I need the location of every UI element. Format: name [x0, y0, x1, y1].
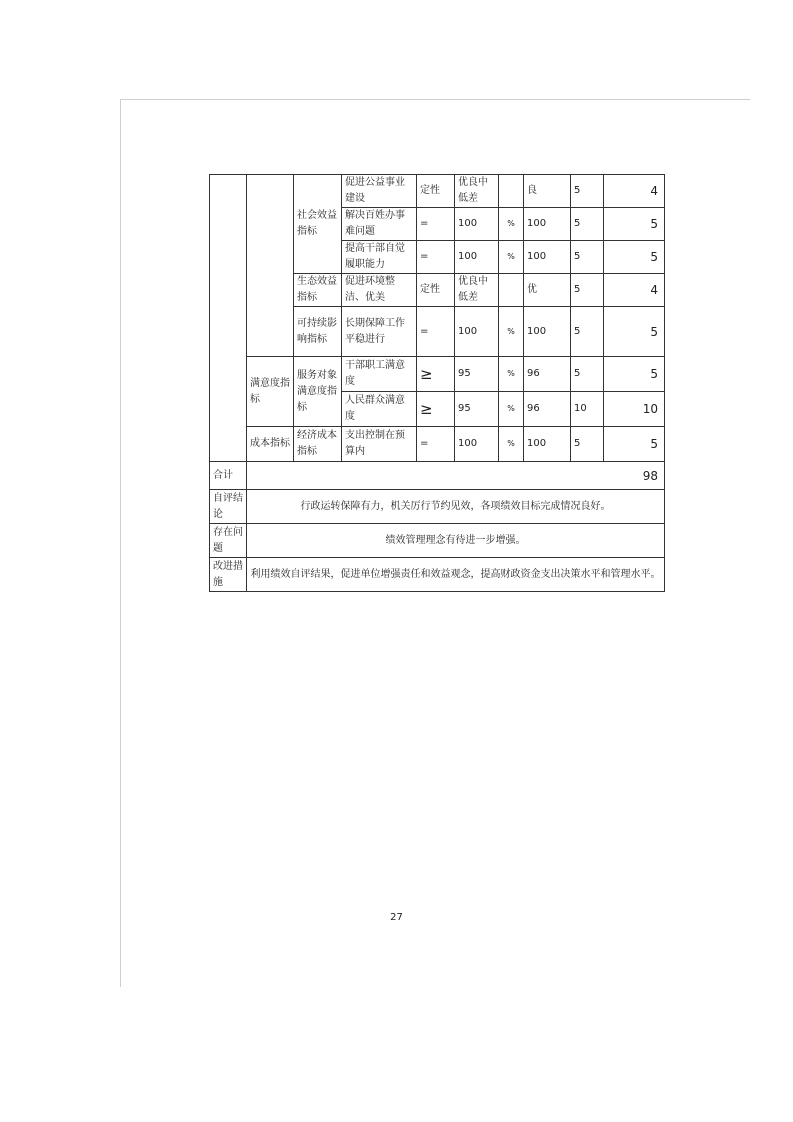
indicator-target: 优良中低差 — [455, 274, 499, 307]
indicator-actual: 100 — [524, 307, 571, 357]
indicator-weight: 5 — [571, 357, 604, 392]
indicator-name: 人民群众满意度 — [342, 392, 417, 427]
indicator-type: = — [417, 208, 455, 241]
conclusion-row — [210, 490, 665, 524]
indicator-type: = — [417, 307, 455, 357]
category-social-benefit: 社会效益指标 — [294, 175, 342, 274]
indicator-actual: 100 — [524, 427, 571, 462]
indicator-weight: 5 — [571, 307, 604, 357]
measures-row — [210, 558, 665, 592]
page-number: 27 — [390, 912, 403, 923]
conclusion-text: 行政运转保障有力，机关厉行节约见效，各项绩效目标完成情况良好。 — [247, 490, 665, 524]
indicator-score: 10 — [604, 392, 665, 427]
indicator-name: 支出控制在预算内 — [342, 427, 417, 462]
indicator-unit: % — [499, 427, 524, 462]
indicator-unit: % — [499, 208, 524, 241]
indicator-name: 解决百姓办事难问题 — [342, 208, 417, 241]
indicator-target: 95 — [455, 392, 499, 427]
indicator-score: 5 — [604, 427, 665, 462]
indicator-actual: 良 — [524, 175, 571, 208]
indicator-weight: 5 — [571, 208, 604, 241]
category-cost: 成本指标 — [247, 427, 294, 462]
indicator-score: 4 — [604, 274, 665, 307]
total-label: 合计 — [210, 462, 247, 490]
indicator-type: ≥ — [417, 357, 455, 392]
indicator-weight: 5 — [571, 175, 604, 208]
indicator-name: 长期保障工作平稳进行 — [342, 307, 417, 357]
indicator-target: 100 — [455, 241, 499, 274]
indicator-score: 4 — [604, 175, 665, 208]
category-economic-cost: 经济成本指标 — [294, 427, 342, 462]
indicator-target: 95 — [455, 357, 499, 392]
indicator-name: 提高干部自觉履职能力 — [342, 241, 417, 274]
total-value: 98 — [247, 462, 665, 490]
measures-text: 利用绩效自评结果，促进单位增强责任和效益观念，提高财政资金支出决策水平和管理水平。 — [247, 558, 665, 592]
indicator-actual: 100 — [524, 208, 571, 241]
problems-row — [210, 524, 665, 558]
indicator-unit: % — [499, 357, 524, 392]
indicator-actual: 96 — [524, 392, 571, 427]
indicator-weight: 5 — [571, 274, 604, 307]
indicator-weight: 10 — [571, 392, 604, 427]
conclusion-label: 自评结论 — [210, 490, 247, 524]
indicator-name: 促进公益事业建设 — [342, 175, 417, 208]
indicator-type: = — [417, 241, 455, 274]
indicator-target: 优良中低差 — [455, 175, 499, 208]
category-sustainable-impact: 可持续影响指标 — [294, 307, 342, 357]
indicator-actual: 96 — [524, 357, 571, 392]
indicator-target: 100 — [455, 307, 499, 357]
page-frame-top-border — [120, 99, 750, 100]
indicator-score: 5 — [604, 208, 665, 241]
table-row — [210, 427, 665, 462]
level1-empty-cell — [210, 175, 247, 462]
indicator-unit: % — [499, 307, 524, 357]
indicator-target: 100 — [455, 208, 499, 241]
level2-empty-cell — [247, 175, 294, 357]
problems-label: 存在问题 — [210, 524, 247, 558]
indicator-weight: 5 — [571, 427, 604, 462]
category-eco-benefit: 生态效益指标 — [294, 274, 342, 307]
indicator-actual: 优 — [524, 274, 571, 307]
indicator-score: 5 — [604, 357, 665, 392]
indicator-type: 定性 — [417, 274, 455, 307]
performance-evaluation-table — [209, 174, 665, 592]
indicator-name: 干部职工满意度 — [342, 357, 417, 392]
indicator-name: 促进环境整洁、优美 — [342, 274, 417, 307]
category-satisfaction: 满意度指标 — [247, 357, 294, 427]
indicator-actual: 100 — [524, 241, 571, 274]
measures-label: 改进措施 — [210, 558, 247, 592]
indicator-target: 100 — [455, 427, 499, 462]
indicator-unit — [499, 274, 524, 307]
indicator-type: 定性 — [417, 175, 455, 208]
table-row — [210, 357, 665, 392]
indicator-unit: % — [499, 241, 524, 274]
indicator-score: 5 — [604, 307, 665, 357]
indicator-type: ≥ — [417, 392, 455, 427]
table-row — [210, 175, 665, 208]
category-service-object-satisfaction: 服务对象满意度指标 — [294, 357, 342, 427]
indicator-weight: 5 — [571, 241, 604, 274]
indicator-unit — [499, 175, 524, 208]
indicator-type: = — [417, 427, 455, 462]
page-frame-left-border — [120, 99, 121, 987]
total-row — [210, 462, 665, 490]
indicator-score: 5 — [604, 241, 665, 274]
problems-text: 绩效管理理念有待进一步增强。 — [247, 524, 665, 558]
indicator-unit: % — [499, 392, 524, 427]
